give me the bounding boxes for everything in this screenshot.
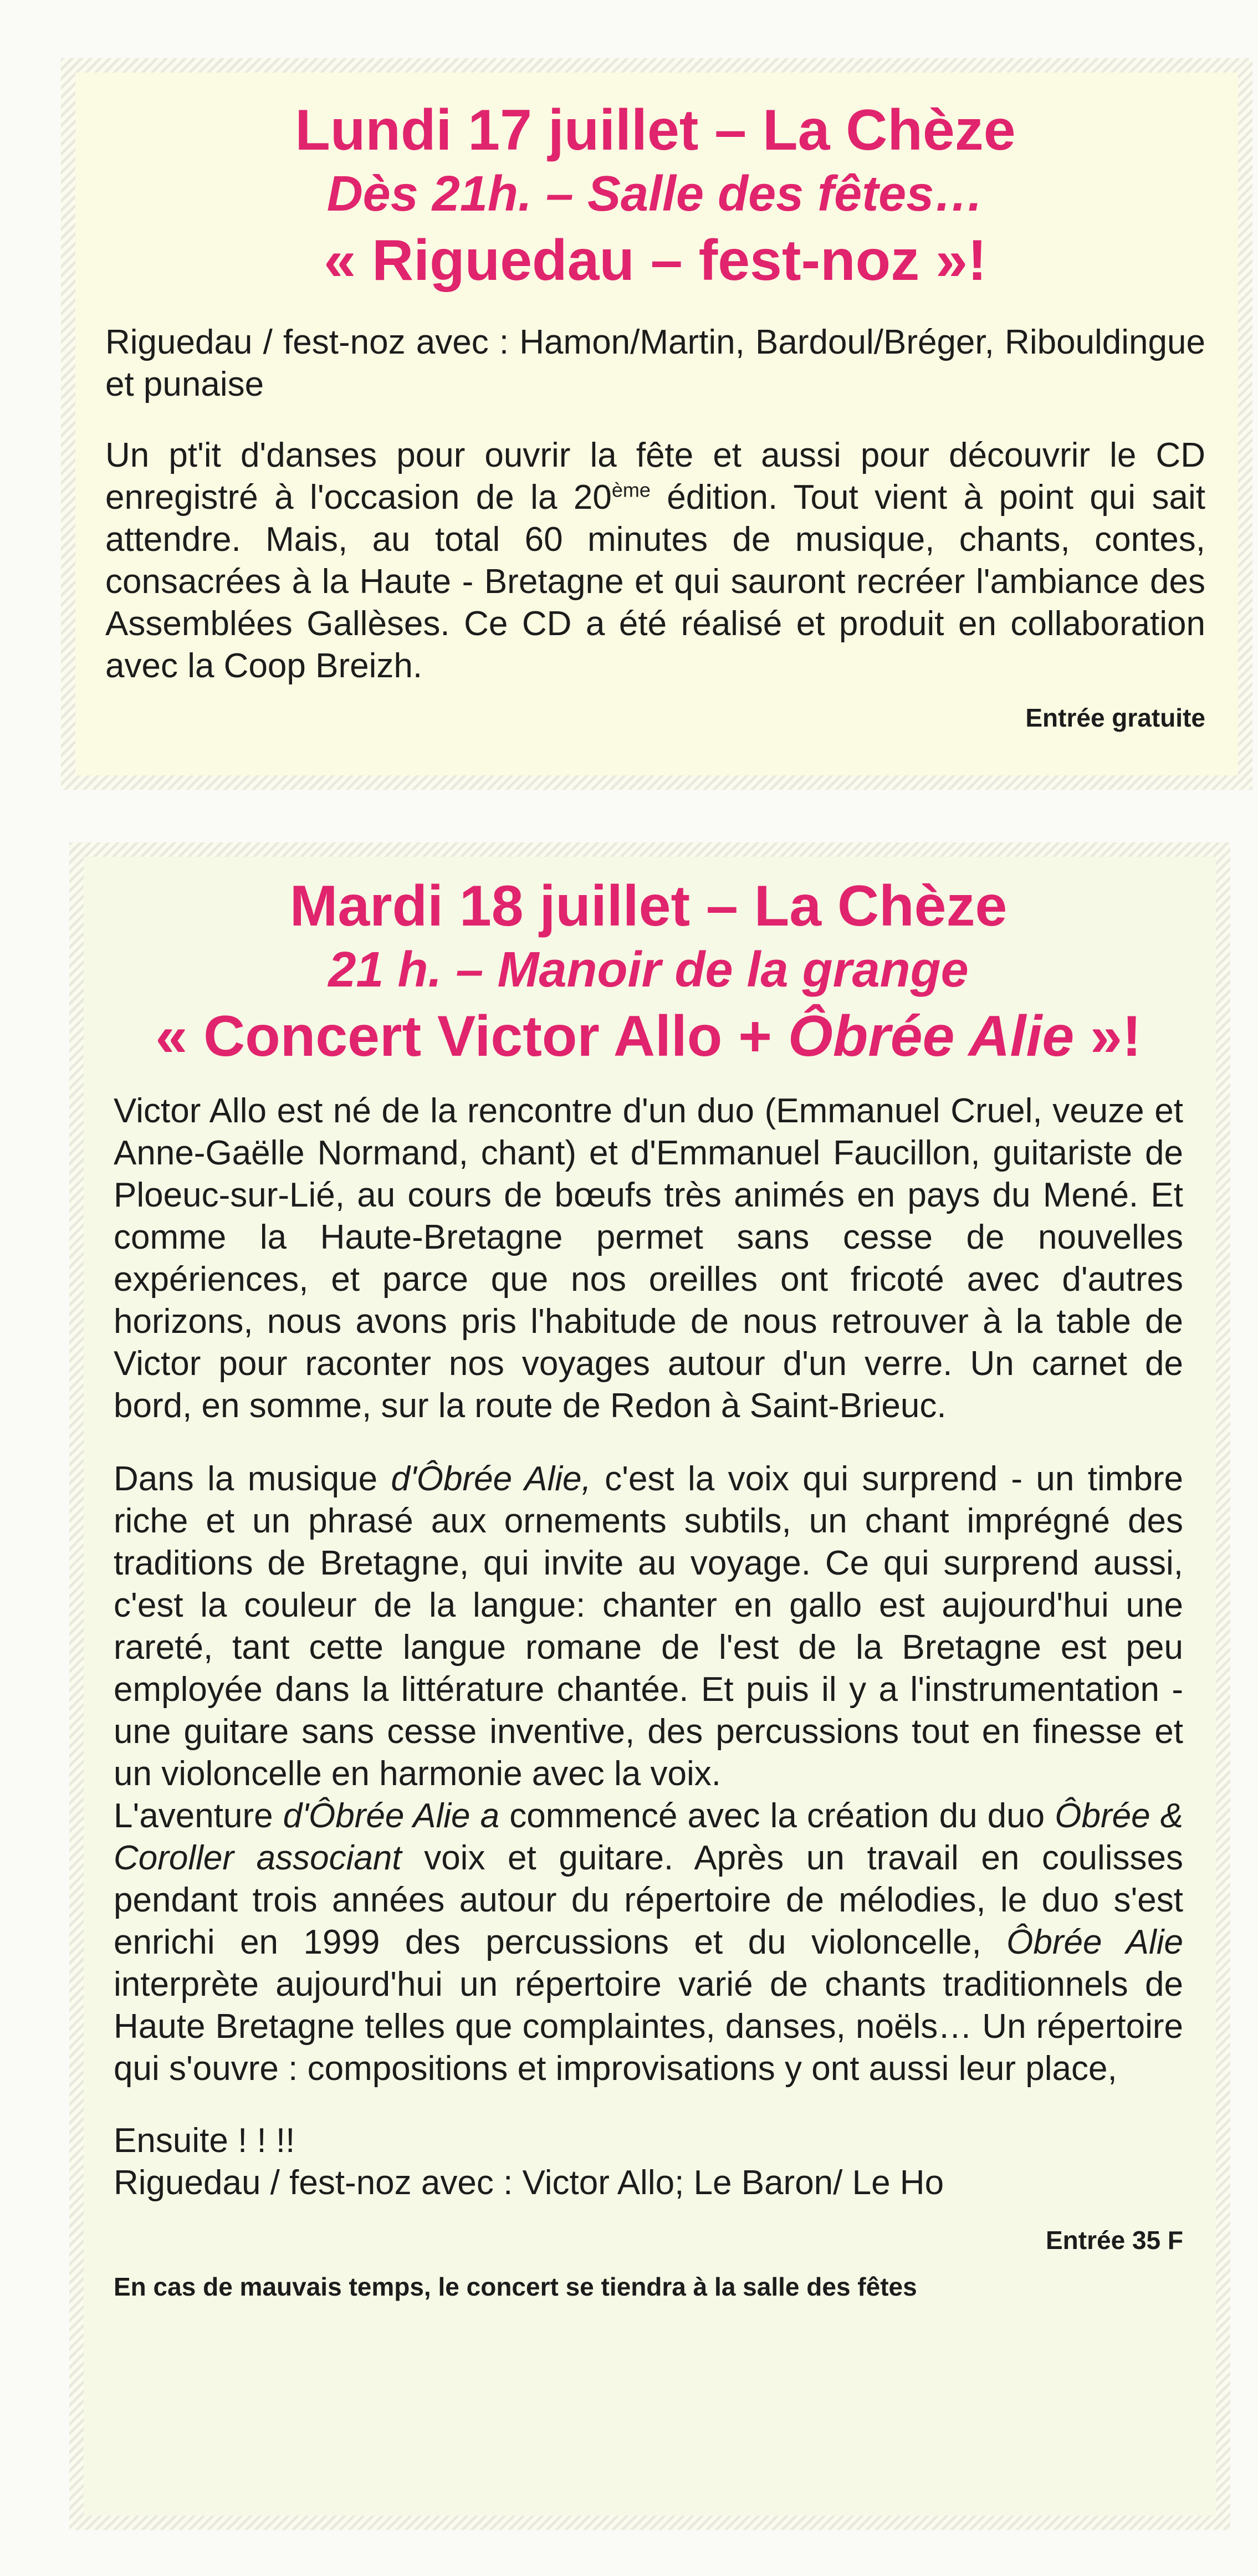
event2-paragraph-3: L'aventure d'Ôbrée Alie a commencé avec la création du duo Ôbrée & Coroller associant voix et guitare. Après un travail en coulisses pendant trois années autour du répertoire de mélodies, le duo s'est enrichi en 1999 des percussions et du violoncelle, Ôbrée Alie interprète aujourd'hui un répertoire varié de chants traditionnels de Haute Bretagne telles que complaintes, danses, noëls… Un répertoire qui s'ouvre : compositions et improvisations y ont aussi leur place, bbox=[114, 1797, 1184, 2088]
event2-paragraph-1: Victor Allo est né de la rencontre d'un duo (Emmanuel Cruel, veuze et Anne-Gaëlle Normand, chant) et d'Emmanuel Faucillon, guitariste de Ploeuc-sur-Lié, au cours de bœufs très animés en pays du Mené. Et comme la Haute-Bretagne permet sans cesse de nouvelles expériences, et parce que nos oreilles ont fricoté avec d'autres horizons, nous avons pris l'habitude de nous retrouver à la table de Victor pour raconter nos voyages autour d'un verre. Un carnet de bord, en somme, sur la route de Redon à Saint-Brieuc. bbox=[114, 1092, 1183, 1425]
event-tuesday-box bbox=[69, 842, 1230, 2530]
event2-subtitle: 21 h. – Manoir de la grange bbox=[328, 942, 969, 998]
event2-paragraph-2: Dans la musique d'Ôbrée Alie, c'est la voix qui surprend - un timbre riche et un phrasé aux ornements subtils, un chant imprégné des traditions de Bretagne, qui invite au voyage. Ce qui surprend aussi, c'est la couleur de la langue: chanter en gallo est aujourd'hui une rareté, tant cette langue romane de l'est de la Bretagne est peu employée dans la littérature chantée. Et puis il y a l'instrumentation - une guitare sans cesse inventive, des percussions tout en finesse et un violoncelle en harmonie avec la voix. bbox=[114, 1460, 1183, 1793]
event1-subtitle: Dès 21h. – Salle des fêtes… bbox=[326, 166, 984, 222]
event1-entry: Entrée gratuite bbox=[1025, 703, 1205, 732]
event2-entry: Entrée 35 F bbox=[1046, 2226, 1183, 2255]
event2-name: « Concert Victor Allo + Ôbrée Alie »! bbox=[155, 1004, 1142, 1069]
event1-lineup: Riguedau / fest-noz avec : Hamon/Martin, Bardoul/Bréger, Ribouldingue et punaise bbox=[105, 323, 1205, 403]
event2-weather-note: En cas de mauvais temps, le concert se tiendra à la salle des fêtes bbox=[114, 2272, 917, 2301]
event-monday-box bbox=[61, 58, 1252, 790]
event1-name: « Riguedau – fest-noz »! bbox=[324, 228, 987, 293]
event1-description: Un pt'it d'danses pour ouvrir la fête et aussi pour découvrir le CD enregistré à l'occasion de la 20ème édition. Tout vient à point qui sait attendre. Mais, au total 60 minutes de musique, chants, contes, consacrées à la Haute - Bretagne et qui sauront recréer l'ambiance des Assemblées Gallèses. Ce CD a été réalisé et produit en collaboration avec la Coop Breizh. bbox=[105, 436, 1205, 685]
event2-lineup: Riguedau / fest-noz avec : Victor Allo; Le Baron/ Le Ho bbox=[114, 2164, 944, 2202]
event2-title: Mardi 18 juillet – La Chèze bbox=[289, 874, 1008, 938]
event1-title: Lundi 17 juillet – La Chèze bbox=[295, 98, 1016, 162]
event2-then: Ensuite ! ! !! bbox=[114, 2122, 295, 2160]
